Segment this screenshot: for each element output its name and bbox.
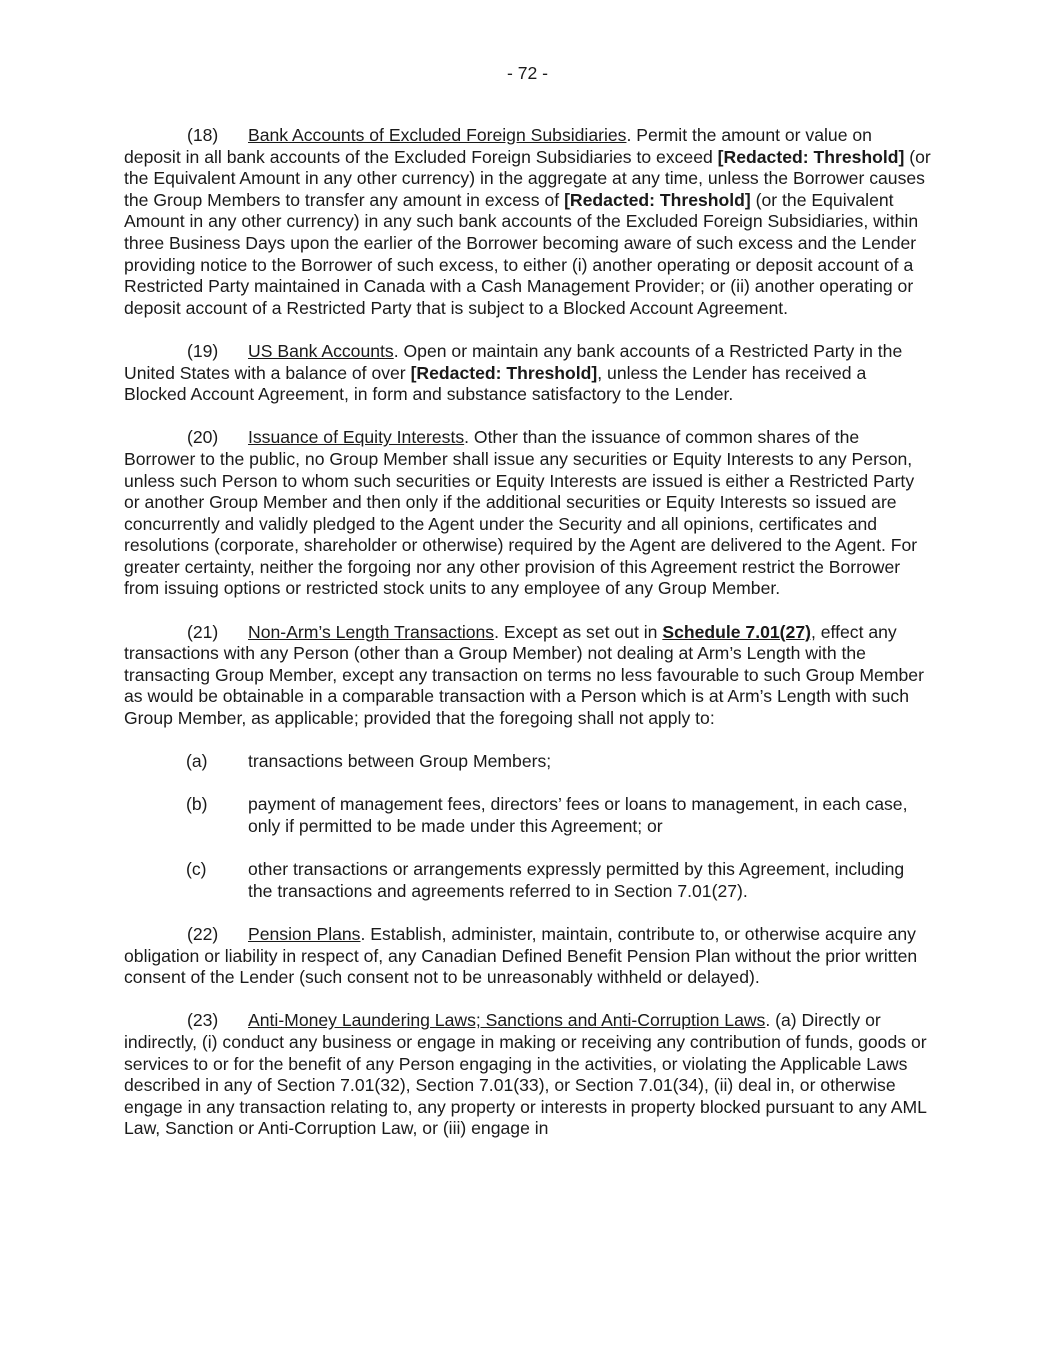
- section-22: [124, 924, 932, 989]
- section-heading: US Bank Accounts: [248, 340, 394, 361]
- section-number: (18): [187, 125, 219, 145]
- page-number: - 72 -: [506, 63, 549, 83]
- redacted-threshold: [Redacted: Threshold]: [410, 362, 598, 383]
- list-item-a: [124, 751, 932, 773]
- section-text: . Permit the amount or value on deposit in all bank accounts of the Excluded Foreign Subsidiaries to exceed: [124, 125, 872, 167]
- list-item-text: other transactions or arrangements expressly permitted by this Agreement, including the transactions and agreements referred to in Section 7.01(27).: [248, 859, 905, 901]
- section-heading: Anti-Money Laundering Laws; Sanctions and Anti-Corruption Laws: [248, 1010, 766, 1031]
- schedule-reference: Schedule 7.01(27): [662, 621, 811, 642]
- section-18: [124, 125, 932, 319]
- section-20: [124, 427, 932, 600]
- section-heading: Issuance of Equity Interests: [248, 427, 465, 448]
- section-text: , effect any transactions with any Person (other than a Group Member) not dealing at Arm’s Length with the transacting Group Member, except any transaction on terms no less favourable to such Group Member as would be obtainable in a comparable transaction with a Person which is at Arm’s Length with such Group Member, as applicable; provided that the foregoing shall not apply to:: [124, 621, 924, 729]
- document-body: [124, 125, 932, 1140]
- section-number: (20): [187, 427, 219, 448]
- list-item-label: (c): [186, 859, 207, 880]
- list-item-label: (b): [186, 794, 208, 815]
- section-text: (or the Equivalent Amount in any other currency) in the aggregate at any time, unless the Borrower causes the Group Members to transfer any amount in excess of: [124, 146, 931, 210]
- section-text: . Establish, administer, maintain, contribute to, or otherwise acquire any obligation or liability in respect of, any Canadian Defined Benefit Pension Plan without the prior written consent of the Lender (such consent not to be unreasonably withheld or delayed).: [124, 923, 918, 988]
- section-number: (22): [187, 923, 219, 944]
- section-number: (21): [187, 621, 219, 642]
- section-21: [124, 622, 932, 730]
- section-text: . Open or maintain any bank accounts of a Restricted Party in the United States with a balance of over: [124, 340, 903, 383]
- section-23: [124, 1010, 932, 1140]
- section-text: . Other than the issuance of common shares of the Borrower to the public, no Group Member shall issue any securities or Equity Interests to any Person, unless such Person to whom such securities or Equity Interests are issued is either a Restricted Party or another Group Member and then only if the additional securities or Equity Interests so issued are concurrently and validly pledged to the Agent under the Security and all opinions, certificates and resolutions (corporate, shareholder or otherwise) required by the Agent are delivered to the Agent. For greater certainty, neither the forgoing nor any other provision of this Agreement restrict the Borrower from issuing options or restricted stock units to any employee of any Group Member.: [124, 427, 918, 599]
- list-item-b: [124, 794, 932, 837]
- section-number: (19): [187, 340, 219, 361]
- list-item-c: [124, 859, 932, 902]
- section-heading: Pension Plans: [248, 923, 361, 944]
- list-item-text: payment of management fees, directors’ fees or loans to management, in each case, only if permitted to be made under this Agreement; or: [248, 794, 908, 836]
- section-19: [124, 341, 932, 406]
- section-text: . Except as set out in: [494, 621, 663, 642]
- section-number: (23): [187, 1010, 219, 1031]
- list-item-text: transactions between Group Members;: [248, 751, 552, 772]
- redacted-threshold: [Redacted: Threshold]: [717, 146, 905, 167]
- section-heading: Bank Accounts of Excluded Foreign Subsidiaries: [248, 125, 627, 145]
- section-text: , unless the Lender has received a Blocked Account Agreement, in form and substance satisfactory to the Lender.: [124, 362, 867, 405]
- section-text: (or the Equivalent Amount in any other currency) in any such bank accounts of the Excluded Foreign Subsidiaries, within three Business Days upon the earlier of the Borrower becoming aware of such excess and the Lender providing notice to the Borrower of such excess, to either (i) another operating or deposit account of a Restricted Party maintained in Canada with a Cash Management Provider; or (ii) another operating or deposit account of a Restricted Party that is subject to a Blocked Account Agreement.: [124, 189, 919, 318]
- section-heading: Non-Arm’s Length Transactions: [248, 621, 495, 642]
- list-item-label: (a): [186, 751, 208, 772]
- section-text: . (a) Directly or indirectly, (i) conduct any business or engage in making or receiving any contribution of funds, goods or services to or for the benefit of any Person engaging in the activities, or violating the Applicable Laws described in any of Section 7.01(32), Section 7.01(33), or Section 7.01(34), (ii) deal in, or otherwise engage in any transaction relating to, any property or interests in property blocked pursuant to any AML Law, Sanction or Anti-Corruption Law, or (iii) engage in: [124, 1010, 927, 1139]
- redacted-threshold: [Redacted: Threshold]: [564, 189, 751, 210]
